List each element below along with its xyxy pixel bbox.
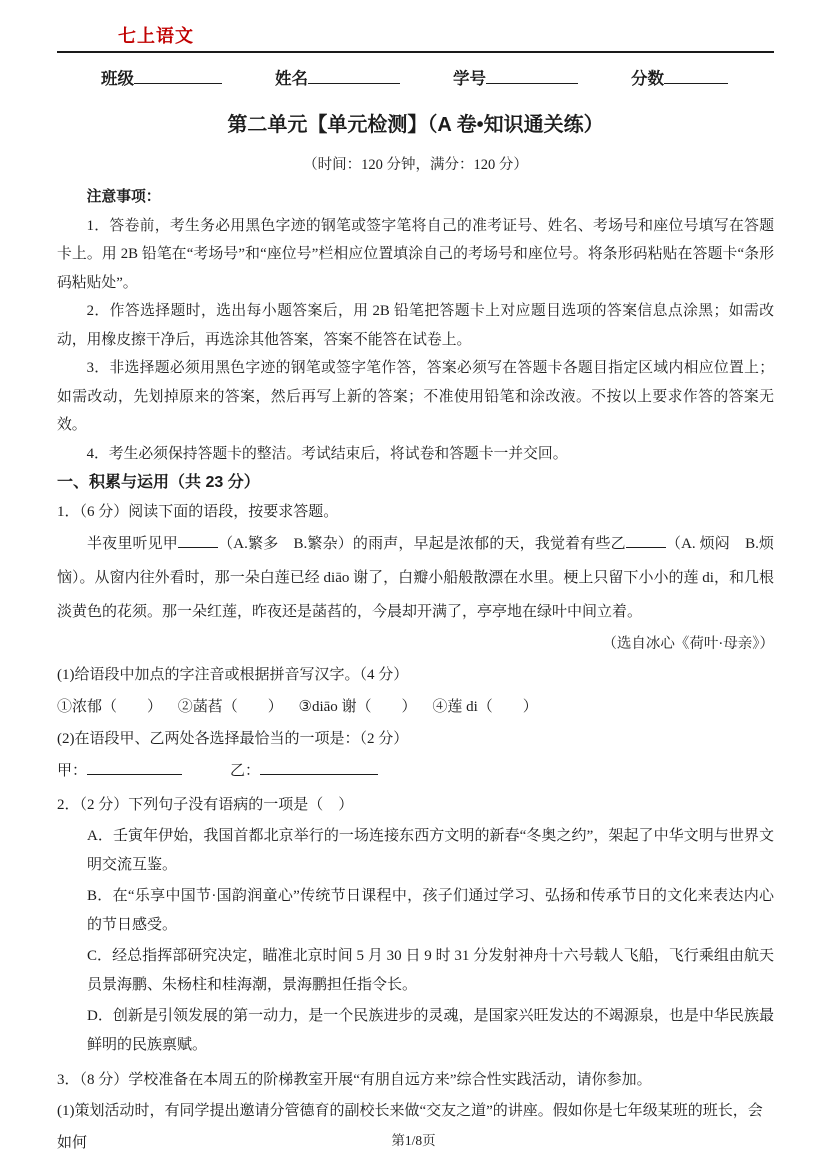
q2-option-b-label: B． [87,888,113,904]
info-field-class [101,68,222,90]
notes-heading: 注意事项： [86,189,161,205]
passage-blank-jia [178,533,218,548]
q3-stem: 3．（8 分）学校准备在本周五的阶梯教室开展“有朋自远方来”综合性实践活动，请你参加。 [57,1072,652,1088]
q2-option-b-text: 在“乐享中国节·国韵润童心”传统节日课程中，孩子们通过学习、弘扬和传承节日的文化来表达内心的节日感受。 [87,888,774,933]
q1-passage-part2: （A.繁多 B.繁杂）的雨声，早起是浓郁的天，我觉着有些乙 [217,536,626,552]
info-field-id-label: 学号 [453,70,486,88]
info-field-id-blank [486,68,578,84]
q2-option-d-label: D． [87,1008,113,1024]
section-heading: 一、积累与运用（共 23 分） [57,474,260,491]
student-info-row [101,68,728,90]
info-field-score [631,68,728,90]
yi-label: 乙： [230,763,261,779]
note-item-4: 4．考生必须保持答题卡的整洁。考试结束后，将试卷和答题卡一并交回。 [86,445,568,462]
info-field-name-blank [308,68,400,84]
q1-answer-line [57,755,774,787]
info-field-id [453,68,578,90]
page-footer: 第1/8页 [391,1133,436,1148]
q2-option-d-text: 创新是引领发展的第一动力，是一个民族进步的灵魂，是国家兴旺发达的不竭源泉，也是中华民族最鲜明的民族禀赋。 [87,1008,774,1053]
q2-option-a [87,822,774,880]
jia-label: 甲： [57,763,88,779]
q2-options [87,822,774,1060]
q1-passage [57,527,774,629]
exam-notes [57,183,774,468]
q3-sub1: (1)策划活动时，有同学提出邀请分管德育的副校长来做“交友之道”的讲座。假如你是七年级某班的班长，会如何 [57,1103,763,1151]
info-field-class-label: 班级 [101,70,134,88]
note-item-2: 2．作答选择题时，选出每小题答案后，用 2B 铅笔把答题卡上对应题目选项的答案信息点涂黑；如需改动，用橡皮擦干净后，再选涂其他答案，答案不能答在试卷上。 [57,303,774,348]
exam-subtitle: （时间：120 分钟，满分：120 分） [303,157,528,173]
q2-option-c [87,942,774,1000]
q1-passage-part3: （A. 烦闷 B.烦恼）。从窗内往外看时，那一朵白莲已经 diāo 谢了，白瓣小船般散漂在水里。梗上只留下小小的莲 di，和几根淡黄色的花须。那一朵红莲，昨夜还是菡萏的，今晨却开满了，亭亭地在绿叶中间立着。 [57,536,774,620]
brand-title: 七上语文 [118,26,194,46]
q1-sub1: (1)给语段中加点的字注音或根据拼音写汉字。（4 分） [57,667,409,683]
info-field-name [275,68,400,90]
q2-option-d [87,1002,774,1060]
q2-option-c-text: 经总指挥部研究决定，瞄准北京时间 5 月 30 日 9 时 31 分发射神舟十六号载人飞船，飞行乘组由航天员景海鹏、朱杨柱和桂海潮，景海鹏担任指令长。 [87,948,774,993]
pinyin-item-1: ①浓郁（ ） [57,699,163,715]
q1-pinyin-line [57,691,774,723]
q2-option-a-text: 壬寅年伊始，我国首都北京举行的一场连接东西方文明的新春“冬奥之约”，架起了中华文明与世界文明交流互鉴。 [87,828,774,873]
q1-sub2: (2)在语段甲、乙两处各选择最恰当的一项是：（2 分） [57,731,409,747]
q2-option-c-label: C． [87,948,113,964]
pinyin-item-4: ④莲 di（ ） [432,699,538,715]
header-rule [57,51,774,53]
info-field-score-blank [664,68,728,84]
note-item-1: 1．答卷前，考生务必用黑色字迹的钢笔或签字笔将自己的准考证号、姓名、考场号和座位号填写在答题卡上。用 2B 铅笔在“考场号”和“座位号”栏相应位置填涂自己的考场号和座位号。将条形码粘贴在答题卡“条形码粘贴处”。 [57,217,774,291]
info-field-name-label: 姓名 [275,70,308,88]
pinyin-item-3: ③diāo 谢（ ） [298,699,417,715]
passage-blank-yi [626,533,666,548]
note-item-3: 3．非选择题必须用黑色字迹的钢笔或签字笔作答，答案必须写在答题卡各题目指定区域内相应位置上；如需改动，先划掉原来的答案，然后再写上新的答案；不准使用铅笔和涂改液。不按以上要求作答的答案无效。 [57,360,774,433]
q1-passage-part1: 半夜里听见甲 [87,536,178,552]
q2-option-a-label: A． [87,828,113,844]
jia-answer-blank [87,759,182,775]
info-field-class-blank [134,68,222,84]
q2-option-b [87,882,774,940]
pinyin-item-2: ②菡萏（ ） [177,699,283,715]
q1-source: （选自冰心《荷叶·母亲》） [602,636,774,652]
info-field-score-label: 分数 [631,70,664,88]
q2-stem: 2．（2 分）下列句子没有语病的一项是（ ） [57,797,354,813]
q1-stem: 1．（6 分）阅读下面的语段，按要求答题。 [57,504,339,520]
exam-title: 第二单元【单元检测】（A 卷•知识通关练） [227,114,604,136]
yi-answer-blank [260,759,378,775]
